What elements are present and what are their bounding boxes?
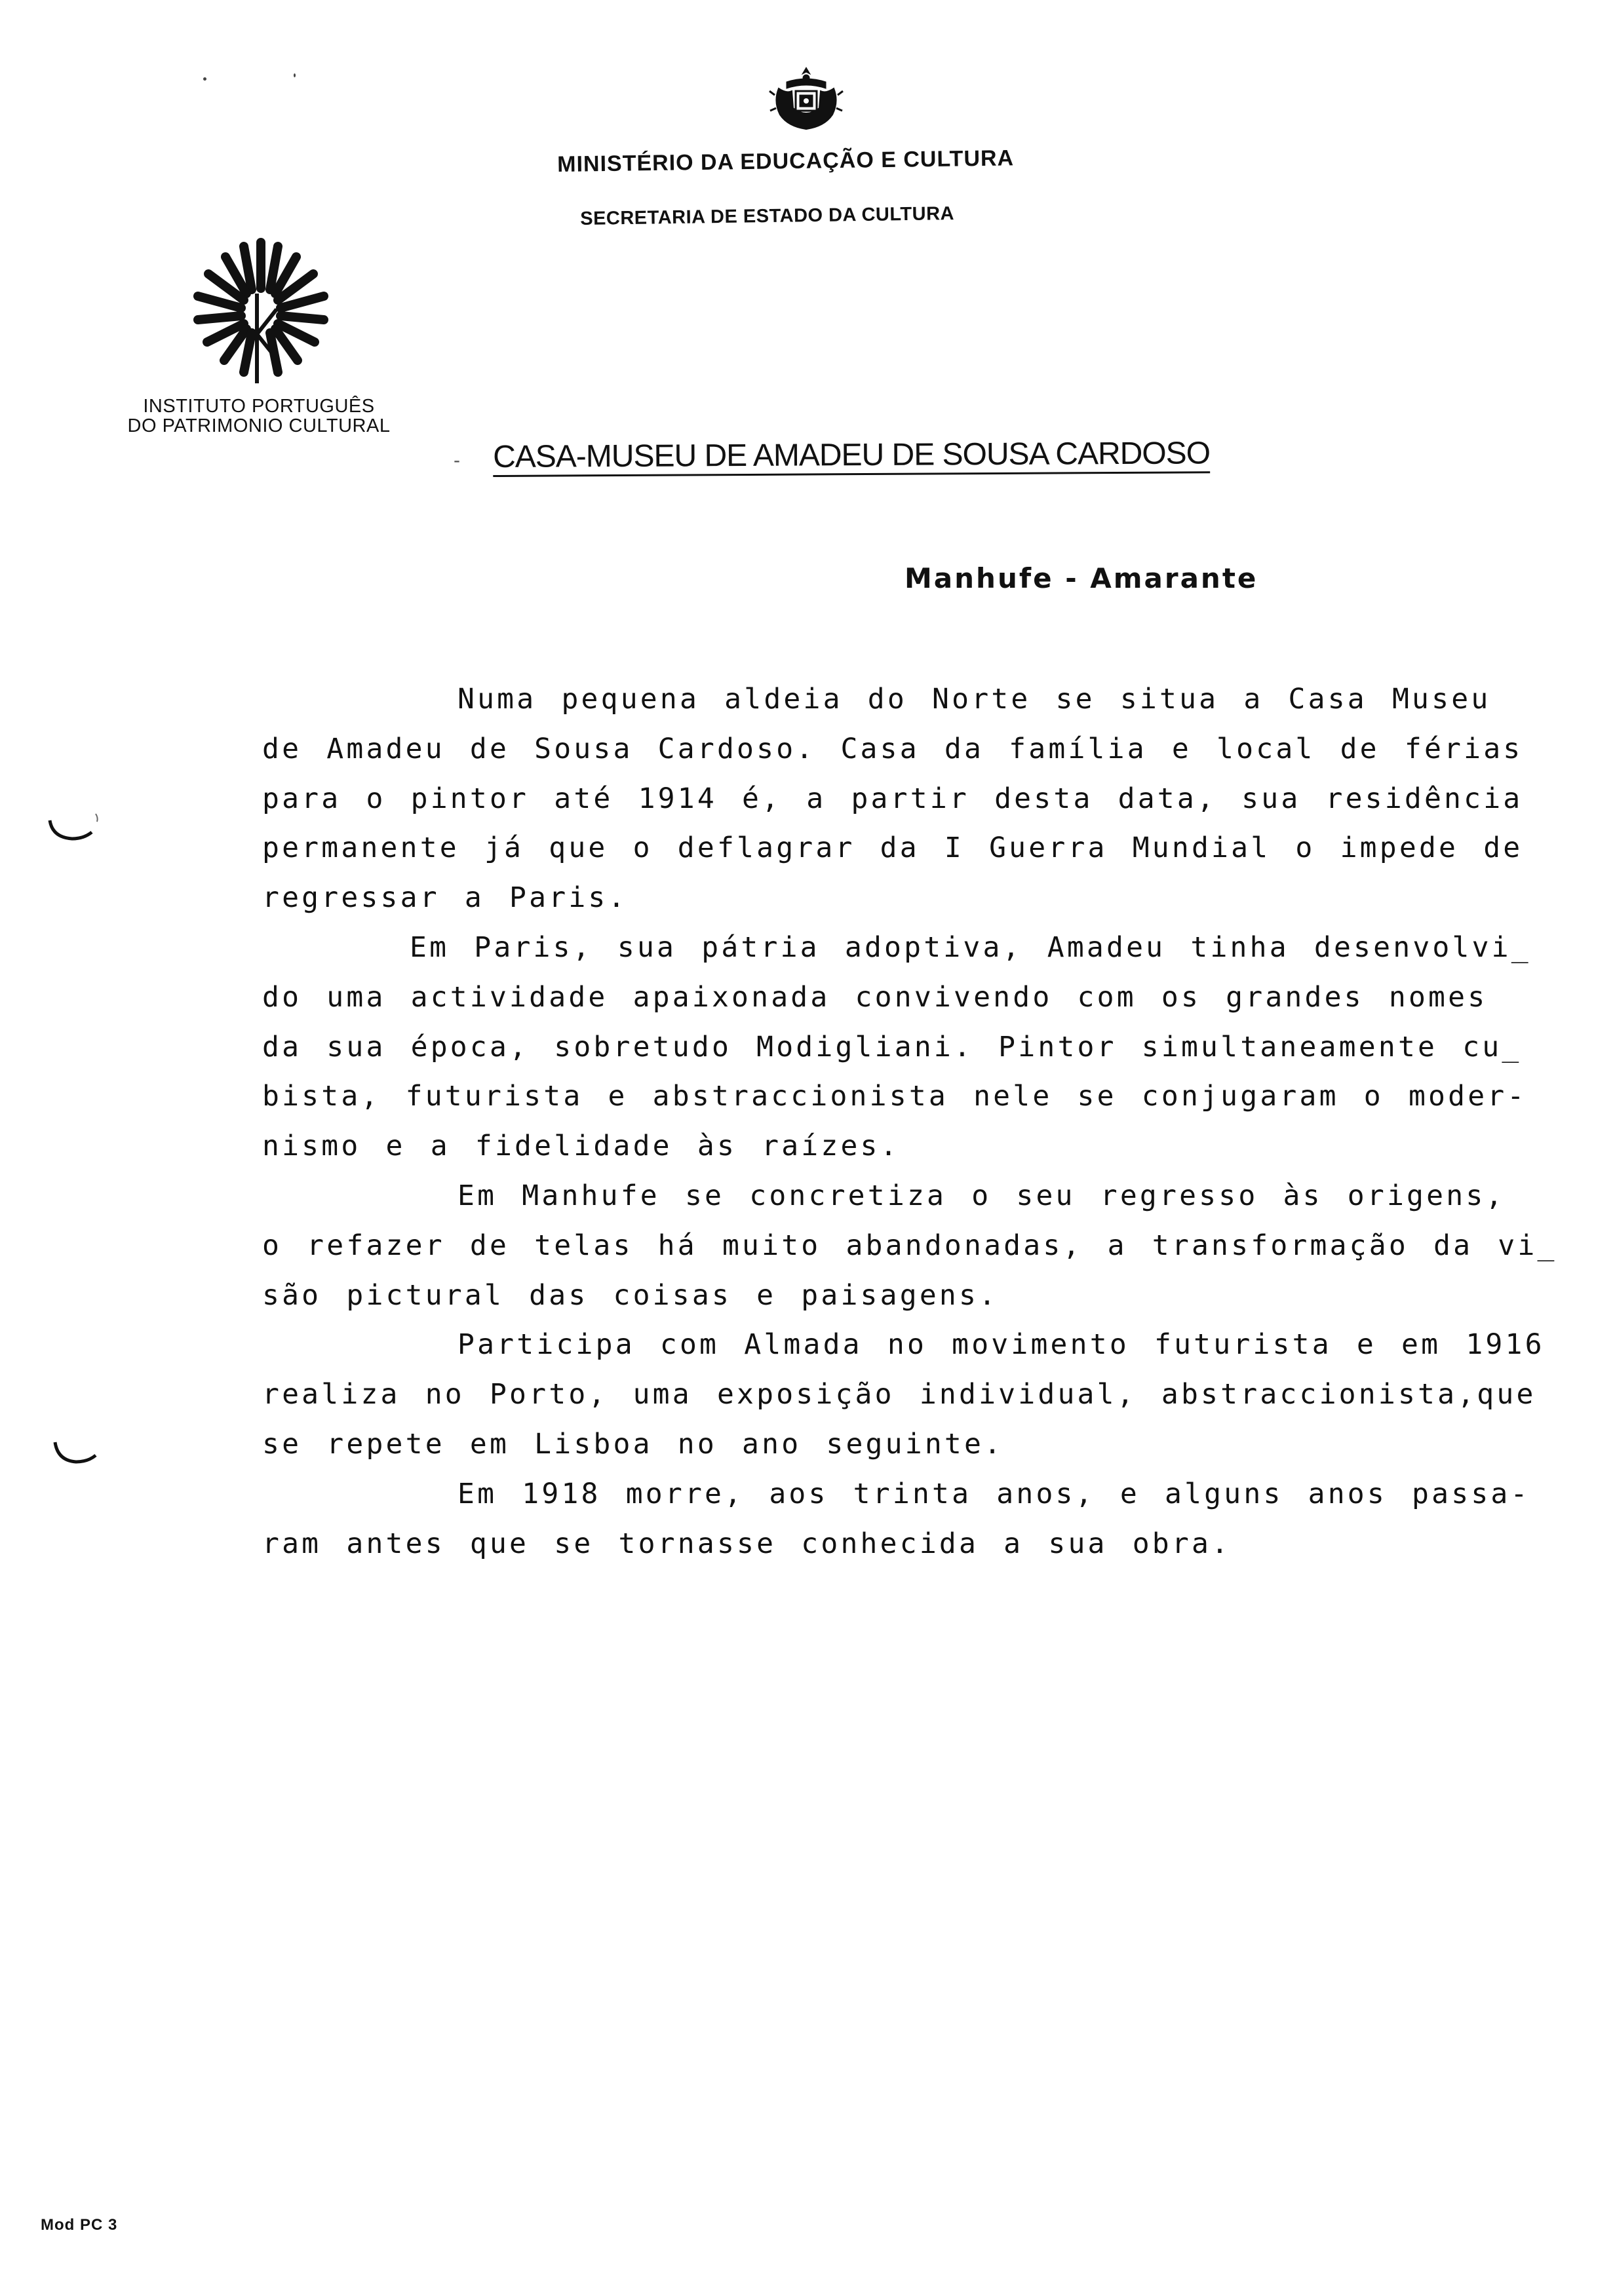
body-line: do uma actividade apaixonada convivendo com os grandes nomes — [262, 980, 1488, 1014]
institute-name — [115, 396, 403, 436]
page-title: CASA-MUSEU DE AMADEU DE SOUSA CARDOSO — [493, 436, 1211, 474]
body-line: bista, futurista e abstraccionista nele se conjugaram o moder- — [262, 1080, 1527, 1113]
body-line: se repete em Lisboa no ano seguinte. — [262, 1427, 1004, 1461]
body-line: Em Manhufe se concretiza o seu regresso às origens, — [457, 1179, 1506, 1212]
body-line: são pictural das coisas e paisagens. — [262, 1278, 999, 1312]
body-line: da sua época, sobretudo Modigliani. Pintor simultaneamente cu_ — [262, 1030, 1522, 1063]
body-line: Em Paris, sua pátria adoptiva, Amadeu tinha desenvolvi_ — [410, 930, 1531, 964]
body-line: regressar a Paris. — [262, 881, 628, 915]
body-line: Em 1918 morre, aos trinta anos, e alguns anos passa- — [457, 1477, 1530, 1510]
secretaria-heading: SECRETARIA DE ESTADO DA CULTURA — [580, 203, 955, 229]
place-line: Manhufe - Amarante — [905, 562, 1258, 594]
scan-speck — [294, 73, 296, 77]
body-line: para o pintor até 1914 é, a partir desta data, sua residência — [262, 782, 1523, 815]
body-line: nismo e a fidelidade às raízes. — [262, 1130, 900, 1163]
body-line: de Amadeu de Sousa Cardoso. Casa da família e local de férias — [262, 732, 1523, 765]
punch-hole-mark — [46, 813, 105, 852]
ministry-heading: MINISTÉRIO DA EDUCAÇÃO E CULTURA — [557, 145, 1015, 177]
dash-mark: - — [454, 450, 460, 471]
body-line: ram antes que se tornasse conhecida a sua obra. — [262, 1527, 1232, 1560]
body-line: Participa com Almada no movimento futurista e em 1916 — [457, 1328, 1545, 1362]
scan-speck — [203, 77, 206, 81]
document-body — [262, 675, 1557, 1569]
coat-of-arms-icon — [767, 62, 846, 134]
punch-hole-mark — [52, 1438, 111, 1478]
institute-name-line1: INSTITUTO PORTUGUÊS — [143, 396, 375, 417]
body-line: permanente já que o deflagrar da I Guerra Mundial o impede de — [262, 832, 1523, 865]
body-line: o refazer de telas há muito abandonadas, a transformação da vi_ — [262, 1229, 1557, 1262]
body-line: realiza no Porto, uma exposição individual, abstraccionista,que — [262, 1378, 1536, 1411]
form-code: Mod PC 3 — [41, 2216, 118, 2234]
ippc-logo-icon — [189, 236, 333, 387]
body-line: Numa pequena aldeia do Norte se situa a Casa Museu — [457, 683, 1491, 716]
institute-name-line2: DO PATRIMONIO CULTURAL — [127, 415, 391, 436]
